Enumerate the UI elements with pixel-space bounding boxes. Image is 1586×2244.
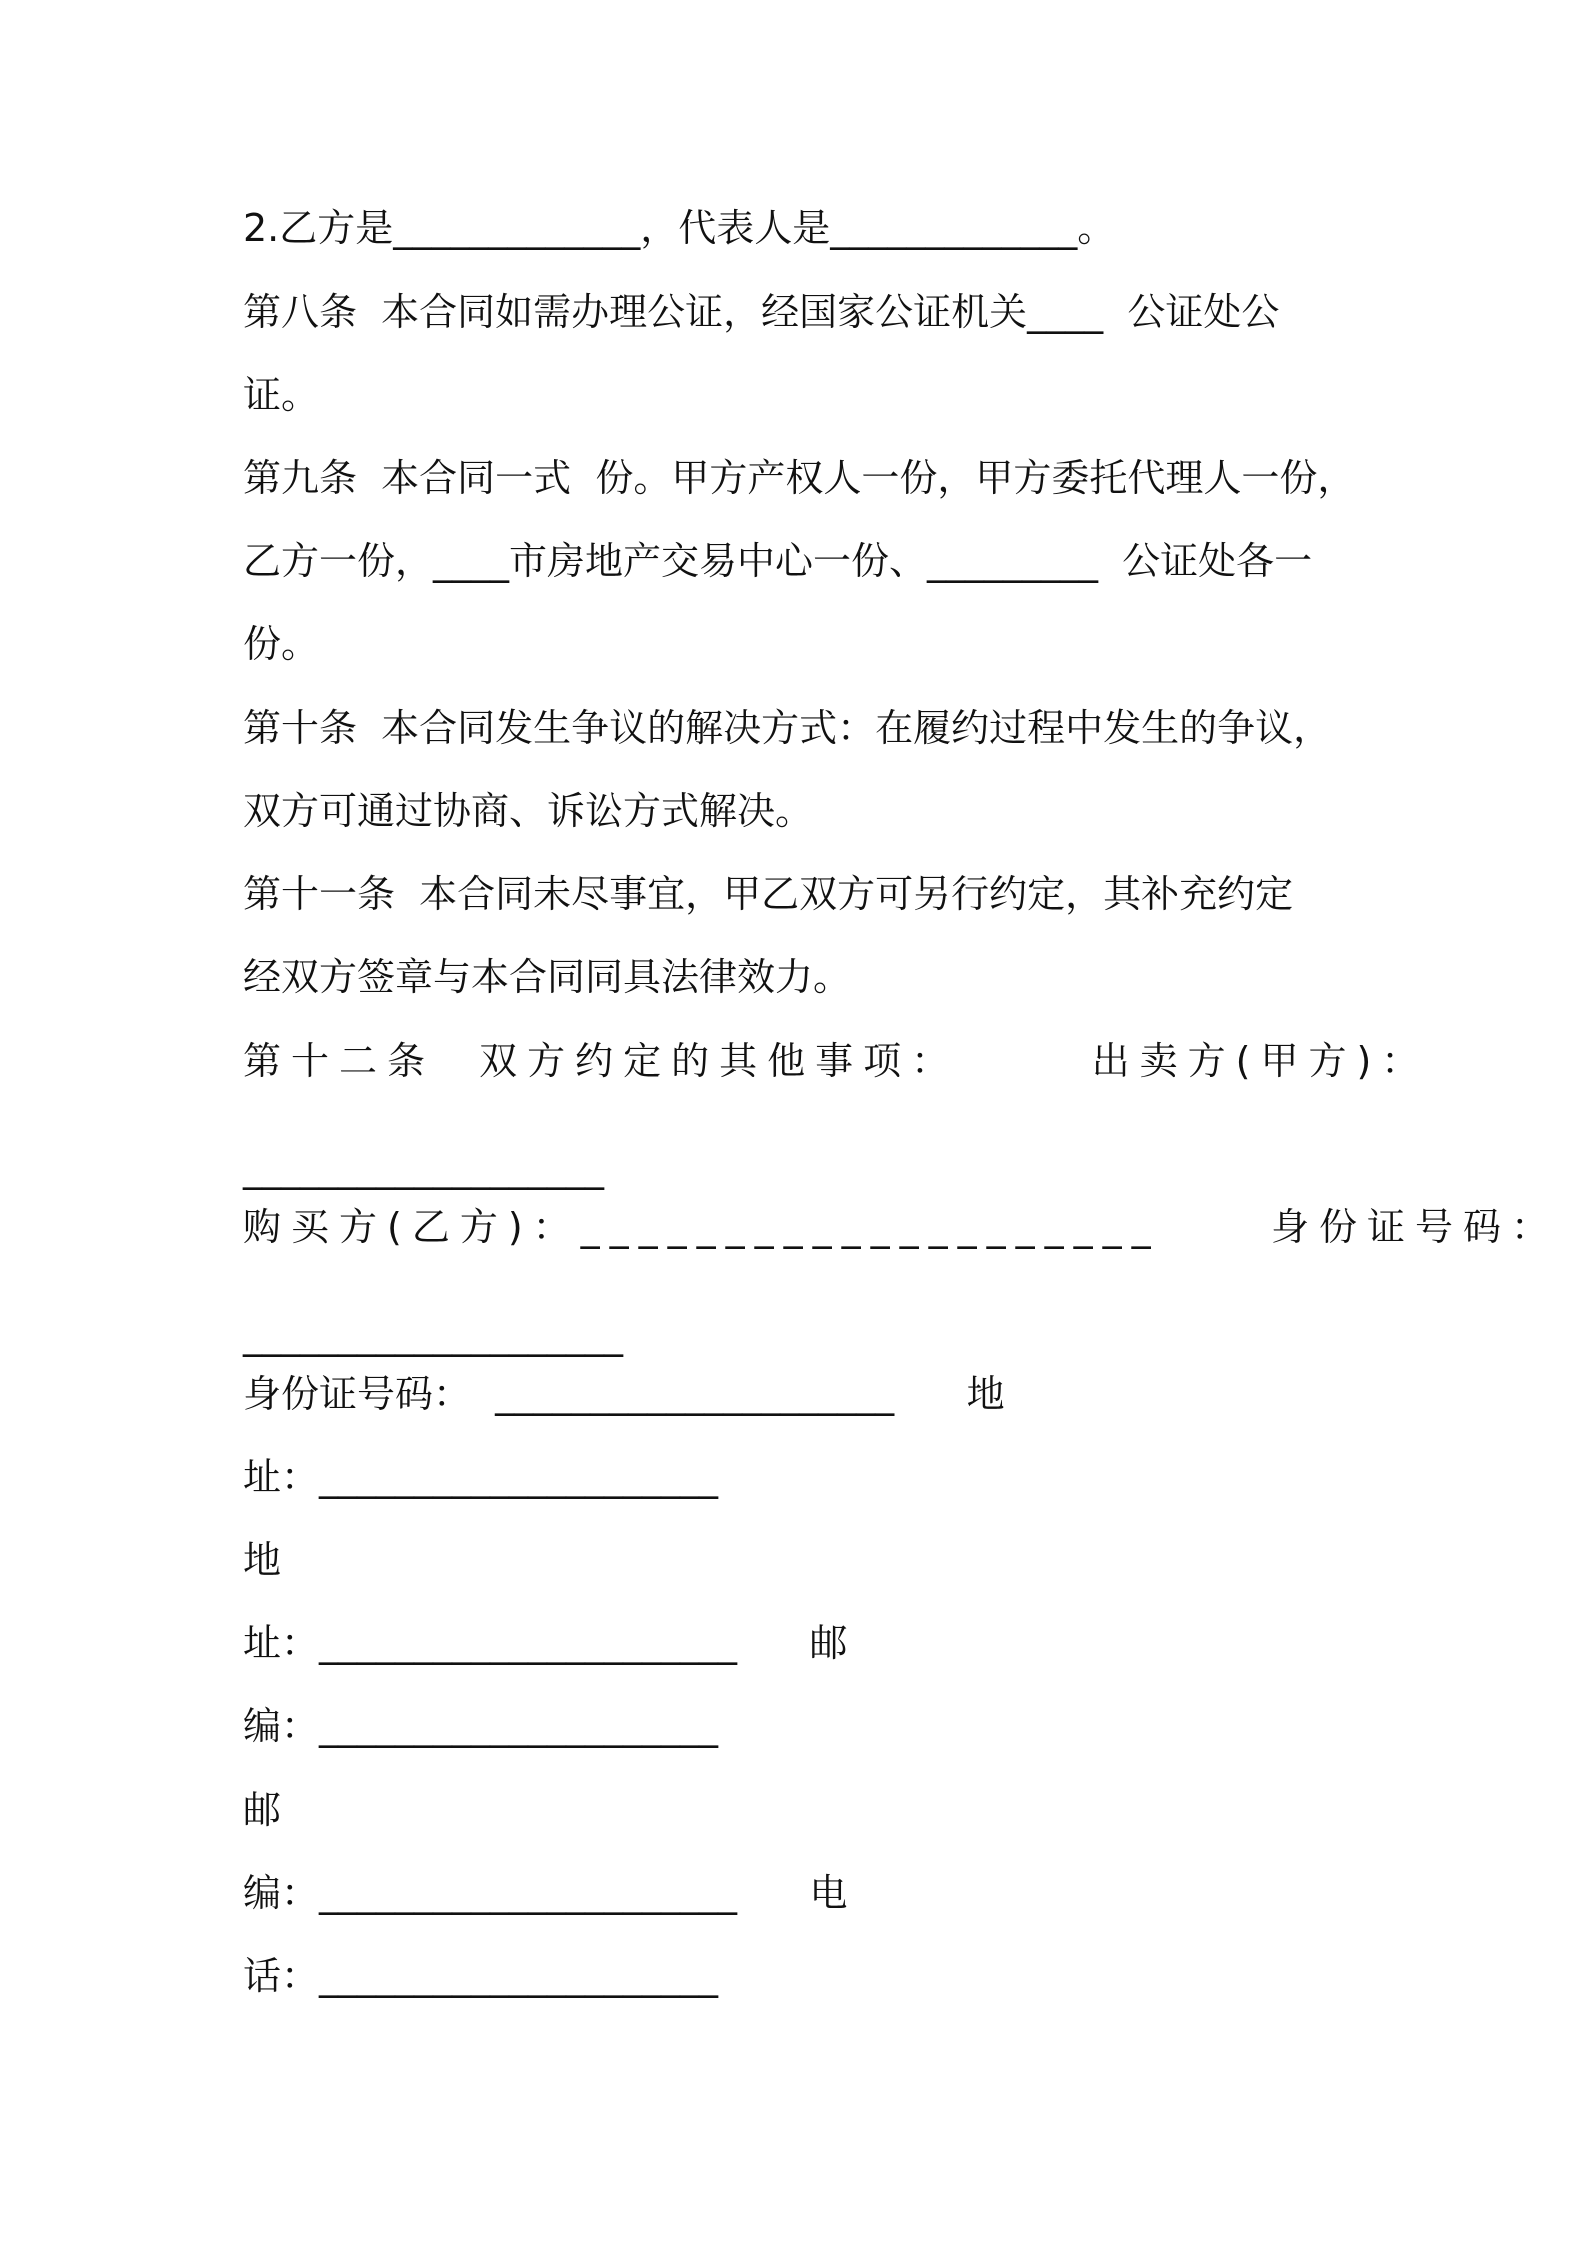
- article-11-line-1: 第十一条 本合同未尽事宜，甲乙双方可另行约定，其补充约定: [243, 872, 1294, 916]
- address-label: 地: [243, 1538, 282, 1582]
- party-b-line: 2.乙方是_____________，代表人是_____________。: [243, 206, 1116, 250]
- article-10-line-1: 第十条 本合同发生争议的解决方式：在履约过程中发生的争议，: [243, 706, 1332, 750]
- article-9-line-3: 份。: [243, 622, 320, 666]
- buyer-line: 购买方(乙方)：____________________ 身份证号码：: [243, 1205, 1560, 1249]
- postcode-label: 邮: [243, 1788, 282, 1832]
- phone-line: 话：_____________________: [243, 1954, 719, 1998]
- seller-blank: ___________________: [243, 1146, 604, 1190]
- id-number-line: 身份证号码： _____________________ 地: [243, 1372, 1005, 1416]
- article-12-line: 第十二条 双方约定的其他事项： 出卖方(甲方)：: [243, 1039, 1430, 1083]
- article-8-line-1: 第八条 本合同如需办理公证，经国家公证机关____ 公证处公: [243, 290, 1280, 334]
- article-9-line-2: 乙方一份，____市房地产交易中心一份、_________ 公证处各一: [243, 539, 1313, 583]
- address-line-1: 址：_____________________: [243, 1455, 719, 1499]
- postcode-line-2: 编：______________________ 电: [243, 1871, 848, 1915]
- article-11-line-2: 经双方签章与本合同同具法律效力。: [243, 955, 852, 999]
- article-8-line-2: 证。: [243, 373, 320, 417]
- id-blank: ____________________: [243, 1313, 623, 1357]
- article-9-line-1: 第九条 本合同一式 份。甲方产权人一份，甲方委托代理人一份，: [243, 456, 1356, 500]
- address-line-2: 址：______________________ 邮: [243, 1621, 848, 1665]
- postcode-line-1: 编：_____________________: [243, 1704, 719, 1748]
- article-10-line-2: 双方可通过协商、诉讼方式解决。: [243, 789, 814, 833]
